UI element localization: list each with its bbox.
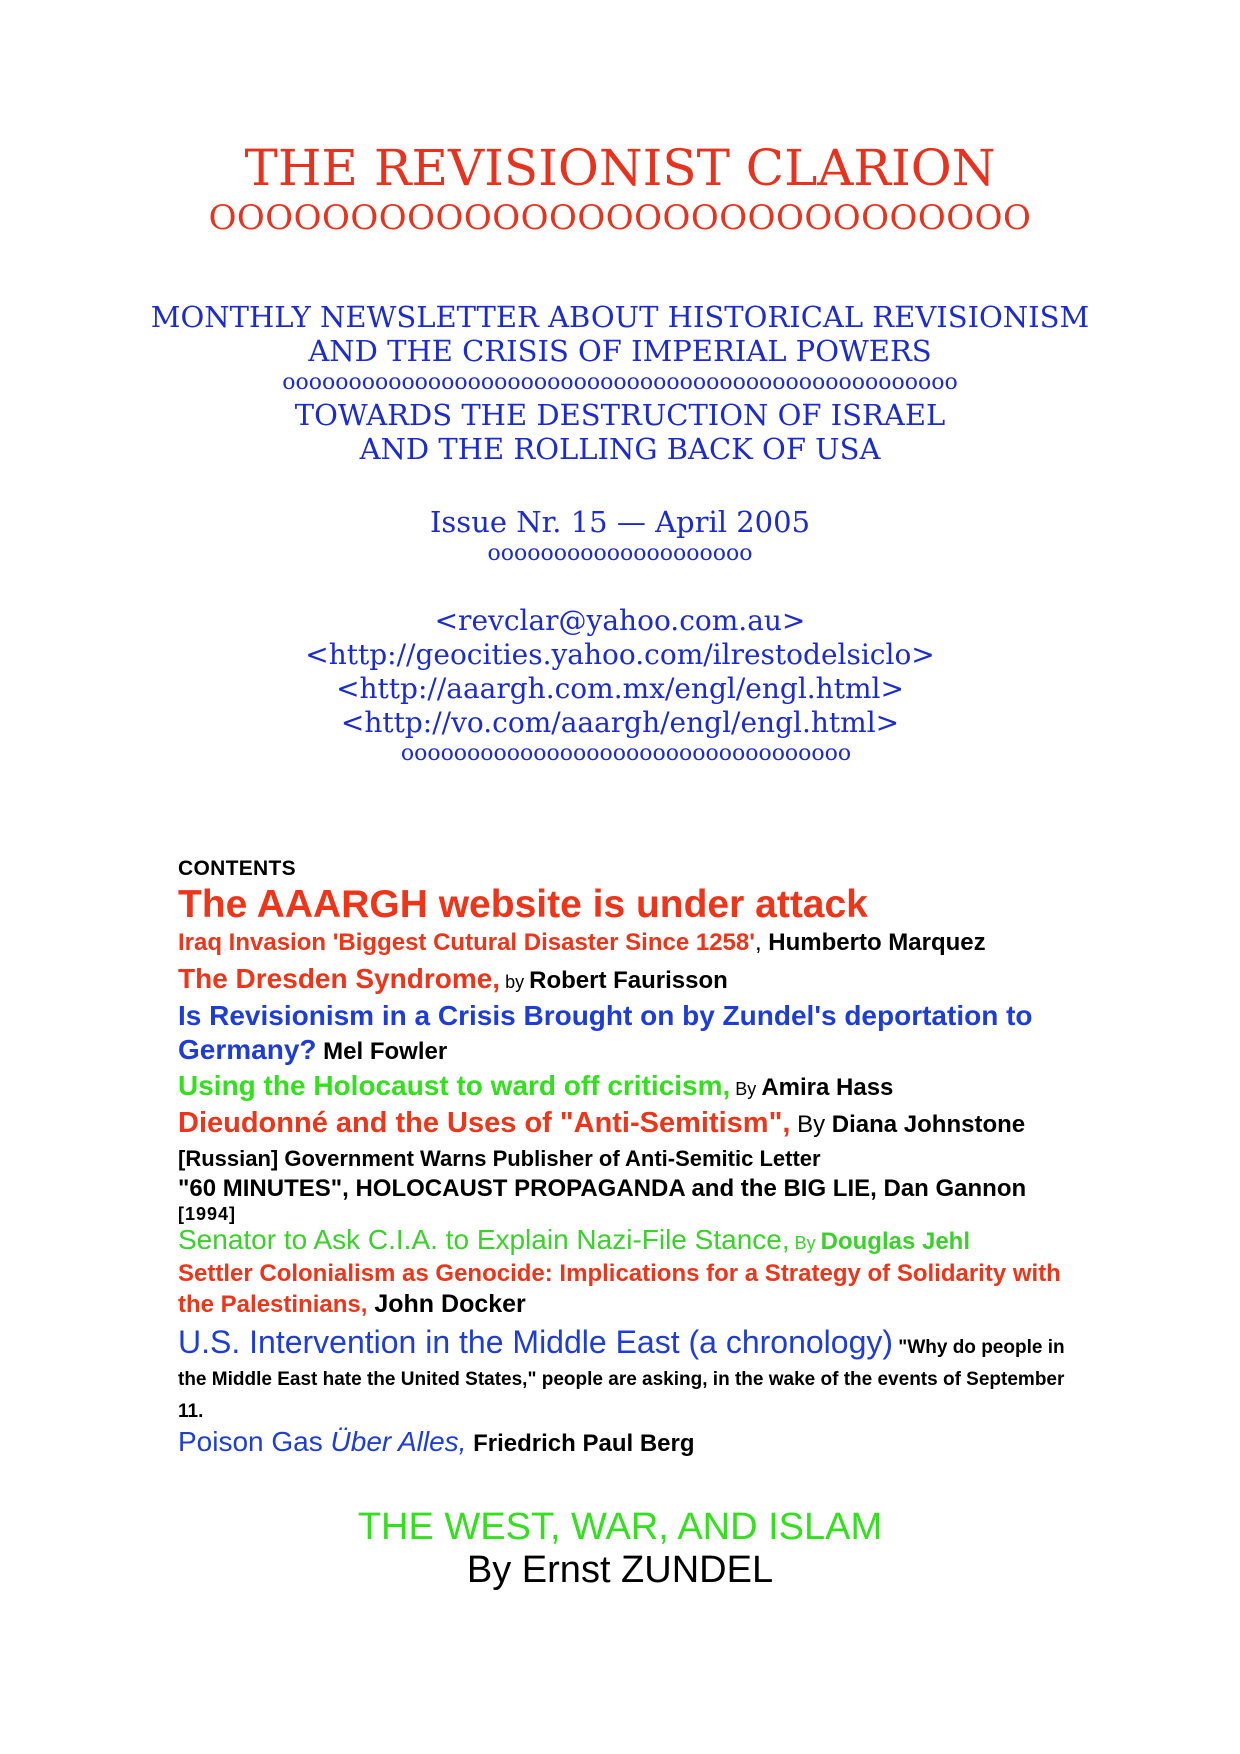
contents-entry[interactable]: The AAARGH website is under attack	[178, 883, 868, 926]
entry-author: Diana Johnstone	[831, 1111, 1026, 1138]
contents-entry[interactable]	[178, 1106, 1088, 1142]
subtitle-line: AND THE ROLLING BACK OF USA	[359, 432, 881, 466]
entry-by: by	[500, 972, 530, 992]
contents-entry[interactable]	[178, 928, 1088, 958]
entry-author: Friedrich Paul Berg	[466, 1430, 695, 1457]
contents-entry[interactable]	[178, 1324, 1088, 1424]
entry-title: Poison Gas	[178, 1426, 331, 1457]
entry-author: John Docker	[367, 1290, 526, 1318]
entry-title: U.S. Intervention in the Middle East (a chronology)	[178, 1324, 894, 1360]
entry-separator: ,	[754, 929, 762, 956]
website-link[interactable]: <http://vo.com/aaargh/engl/engl.html>	[340, 706, 900, 739]
website-link[interactable]: <http://geocities.yahoo.com/ilrestodelsiclo>	[305, 638, 935, 671]
contents-entry[interactable]	[178, 1174, 1088, 1224]
feature-byline: By Ernst ZUNDEL	[466, 1549, 774, 1591]
subtitle-line: MONTHLY NEWSLETTER ABOUT HISTORICAL REVISIONISM	[150, 300, 1090, 334]
email-link[interactable]: <revclar@yahoo.com.au>	[434, 604, 806, 637]
contents-entry[interactable]	[178, 1259, 1088, 1320]
entry-title: "60 MINUTES", HOLOCAUST PROPAGANDA and the BIG LIE,	[178, 1175, 877, 1202]
entry-title: The Dresden Syndrome,	[178, 963, 501, 994]
contents-entry[interactable]	[178, 1224, 1088, 1259]
contents-entry[interactable]	[178, 1424, 1088, 1462]
entry-title: Using the Holocaust to ward off criticism,	[178, 1070, 731, 1101]
entry-title: Is Revisionism in a Crisis Brought on by Zundel's deportation to Germany?	[178, 1000, 1033, 1065]
website-link[interactable]: <http://aaargh.com.mx/engl/engl.html>	[336, 672, 904, 705]
links-rule: oooooooooooooooooooooooooooooooooo	[400, 741, 852, 766]
feature-title[interactable]: THE WEST, WAR, AND ISLAM	[357, 1506, 883, 1548]
title-rule: OOOOOOOOOOOOOOOOOOOOOOOOOOOOO	[208, 198, 1032, 238]
contents-heading: CONTENTS	[178, 857, 296, 880]
entry-title: Senator to Ask C.I.A. to Explain Nazi-File Stance,	[178, 1224, 790, 1255]
entry-author: Mel Fowler	[316, 1038, 448, 1065]
entry-author: Robert Faurisson	[529, 967, 728, 994]
contents-entry[interactable]: [Russian] Government Warns Publisher of Anti-Semitic Letter	[178, 1146, 821, 1171]
newsletter-title: THE REVISIONIST CLARION	[244, 139, 996, 197]
entry-author: Douglas Jehl	[820, 1228, 971, 1255]
entry-title: Settler Colonialism as Genocide: Implications for a Strategy of Solidarity with the Palestinians,	[178, 1260, 1061, 1318]
entry-year: [1994]	[178, 1204, 237, 1224]
entry-author: Dan Gannon	[876, 1175, 1027, 1202]
issue-rule: oooooooooooooooooooo	[487, 541, 753, 566]
contents-entry[interactable]	[178, 962, 1088, 999]
subtitle-rule: ooooooooooooooooooooooooooooooooooooooooooooooooooo	[282, 370, 958, 395]
contents-section	[178, 856, 1088, 1462]
entry-title: Dieudonné and the Uses of "Anti-Semitism",	[178, 1107, 791, 1139]
subtitle-line: AND THE CRISIS OF IMPERIAL POWERS	[308, 334, 932, 368]
entry-description: "Why do people in the Middle East hate the United States," people are asking, in the wake of the events of September 11.	[178, 1337, 1065, 1422]
contents-entry[interactable]	[178, 999, 1088, 1069]
entry-by: By	[790, 1111, 832, 1138]
entry-title-italic: Über Alles,	[330, 1426, 467, 1457]
contact-links	[0, 604, 1240, 740]
issue-line: Issue Nr. 15 — April 2005	[429, 505, 811, 539]
entry-by: By	[789, 1233, 821, 1253]
entry-title: Iraq Invasion 'Biggest Cutural Disaster Since 1258'	[178, 929, 755, 956]
contents-entry[interactable]	[178, 1069, 1088, 1106]
subtitle-block	[0, 300, 1240, 466]
entry-by: By	[730, 1079, 762, 1099]
entry-author: Humberto Marquez	[761, 929, 986, 956]
entry-author: Amira Hass	[761, 1074, 894, 1101]
subtitle-line: TOWARDS THE DESTRUCTION OF ISRAEL	[294, 398, 946, 432]
